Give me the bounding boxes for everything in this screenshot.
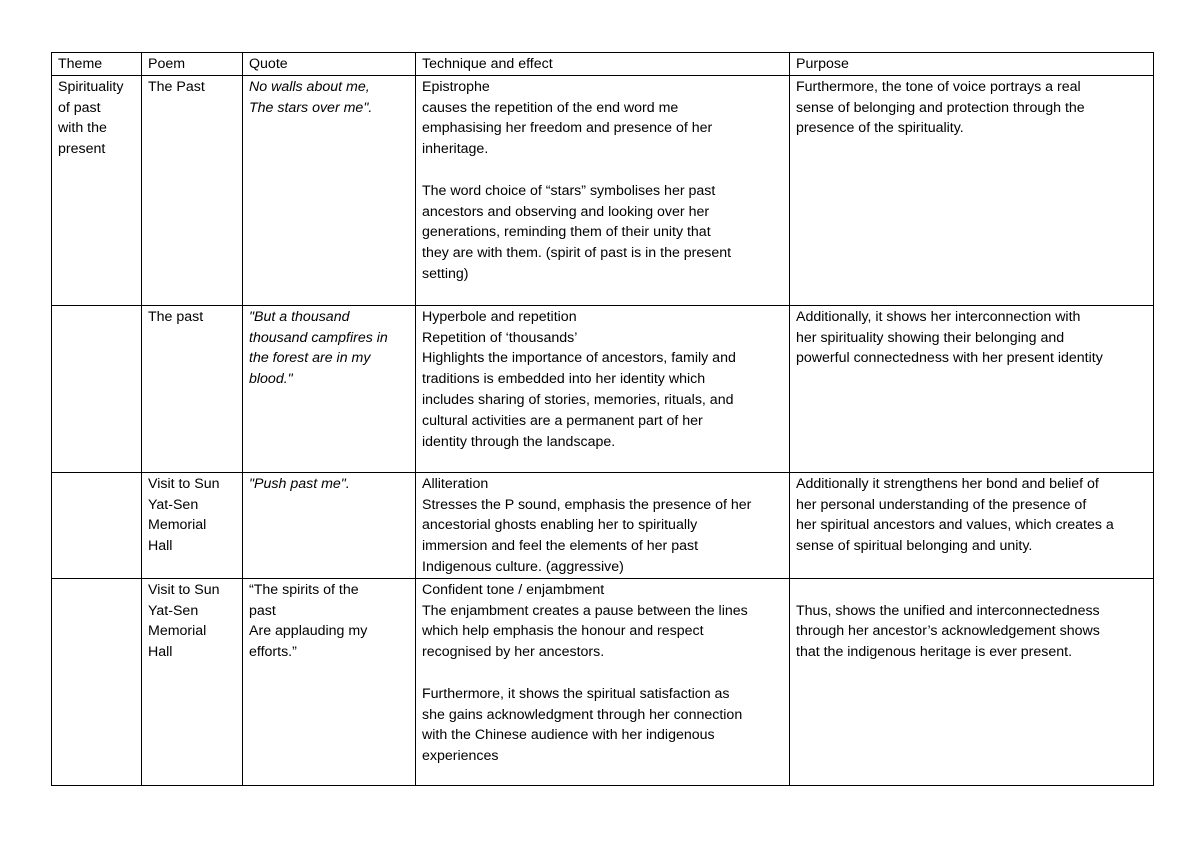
table-row xyxy=(52,305,1154,472)
analysis-table xyxy=(51,52,1154,786)
quote-cell: “The spirits of the past Are applauding my efforts.” xyxy=(243,578,416,785)
poem-cell: The past xyxy=(142,305,243,472)
purpose-text: Thus, shows the unified and interconnectedness through her ancestor’s acknowledgement shows that the indigenous heritage is ever present. xyxy=(796,602,1100,661)
header-row xyxy=(52,53,1154,76)
poem-cell: Visit to Sun Yat-Sen Memorial Hall xyxy=(142,472,243,578)
technique-title: Alliteration xyxy=(422,475,489,492)
header-quote: Quote xyxy=(243,53,416,76)
quote-cell: No walls about me, The stars over me". xyxy=(243,75,416,305)
technique-title: Hyperbole and repetition xyxy=(422,308,577,325)
table-row xyxy=(52,472,1154,578)
header-poem: Poem xyxy=(142,53,243,76)
quote-cell: "But a thousand thousand campfires in the forest are in my blood." xyxy=(243,305,416,472)
technique-body: Repetition of ‘thousands’ Highlights the importance of ancestors, family and traditions is embedded into her identity which includes sharing of stories, memories, rituals, and cultural activities are a permanent part of her identity through the landscape. xyxy=(422,329,736,450)
technique-body: Stresses the P sound, emphasis the presence of her ancestorial ghosts enabling her to spiritually immersion and feel the elements of her past Indigenous culture. (aggressive) xyxy=(422,496,752,575)
purpose-cell xyxy=(790,578,1154,785)
theme-cell xyxy=(52,578,142,785)
poem-cell: Visit to Sun Yat-Sen Memorial Hall xyxy=(142,578,243,785)
purpose-cell: Additionally it strengthens her bond and belief of her personal understanding of the presence of her spiritual ancestors and values, which creates a sense of spiritual belonging and unity. xyxy=(790,472,1154,578)
technique-extra: The word choice of “stars” symbolises her past ancestors and observing and looking over her generations, reminding them of their unity that they are with them. (spirit of past is in the present setting) xyxy=(422,182,732,282)
technique-cell xyxy=(416,75,790,305)
theme-cell xyxy=(52,305,142,472)
theme-cell: Spirituality of past with the present xyxy=(52,75,142,305)
header-technique: Technique and effect xyxy=(416,53,790,76)
purpose-cell: Furthermore, the tone of voice portrays a real sense of belonging and protection through the presence of the spirituality. xyxy=(790,75,1154,305)
technique-cell xyxy=(416,305,790,472)
poem-cell: The Past xyxy=(142,75,243,305)
table-row xyxy=(52,578,1154,785)
theme-cell xyxy=(52,472,142,578)
technique-body: causes the repetition of the end word me emphasising her freedom and presence of her inheritage. xyxy=(422,99,713,158)
technique-cell xyxy=(416,472,790,578)
quote-cell: "Push past me". xyxy=(243,472,416,578)
technique-body: The enjambment creates a pause between the lines which help emphasis the honour and respect recognised by her ancestors. xyxy=(422,602,748,661)
technique-title: Confident tone / enjambment xyxy=(422,581,605,598)
header-purpose: Purpose xyxy=(790,53,1154,76)
header-theme: Theme xyxy=(52,53,142,76)
technique-extra: Furthermore, it shows the spiritual satisfaction as she gains acknowledgment through her connection with the Chinese audience with her indigenous experiences xyxy=(422,685,743,765)
technique-title: Epistrophe xyxy=(422,78,490,95)
purpose-cell: Additionally, it shows her interconnection with her spirituality showing their belonging and powerful connectedness with her present identity xyxy=(790,305,1154,472)
technique-cell xyxy=(416,578,790,785)
table-row xyxy=(52,75,1154,305)
